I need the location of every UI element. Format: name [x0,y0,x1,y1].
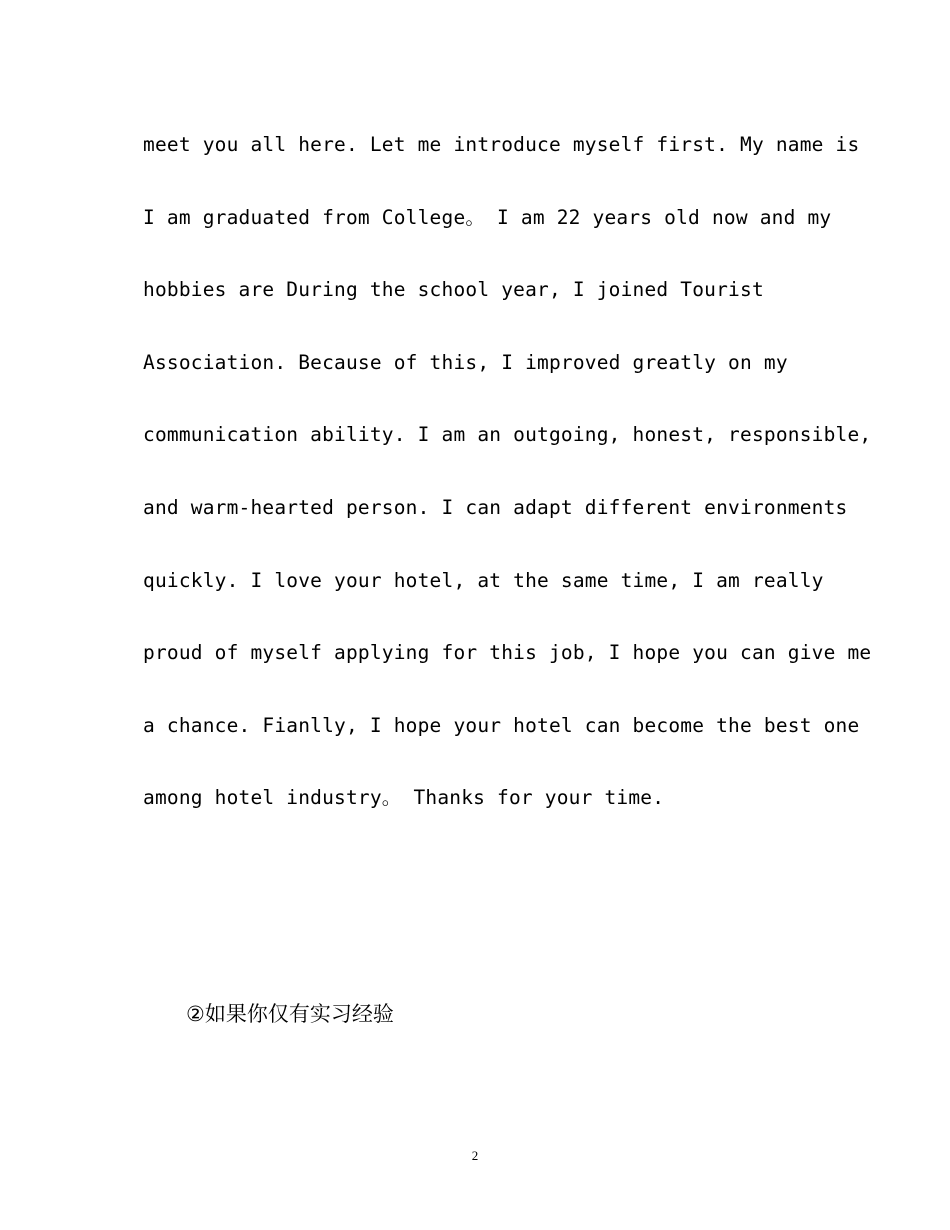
paragraph-line: Association. Because of this, I improved greatly on my [143,350,788,374]
page-number: 2 [471,1148,479,1163]
paragraph-line: among hotel industry。 Thanks for your time. [143,786,665,810]
section-subheading: ②如果你仅有实习经验 [186,1002,394,1026]
paragraph-line: a chance. Fianlly, I hope your hotel can become the best one [143,713,860,737]
paragraph-line: communication ability. I am an outgoing, honest, responsible, [143,423,872,447]
paragraph-line: quickly. I love your hotel, at the same time, I am really [143,568,824,592]
paragraph-line: meet you all here. Let me introduce myself first. My name is [143,133,860,156]
self-introduction-paragraph [143,129,872,855]
paragraph-line: I am graduated from College。 I am 22 years old now and my [143,205,832,229]
paragraph-line: hobbies are During the school year, I joined Tourist [143,278,764,302]
paragraph-line: proud of myself applying for this job, I hope you can give me [143,641,872,665]
paragraph-line: and warm-hearted person. I can adapt different environments [143,495,848,519]
